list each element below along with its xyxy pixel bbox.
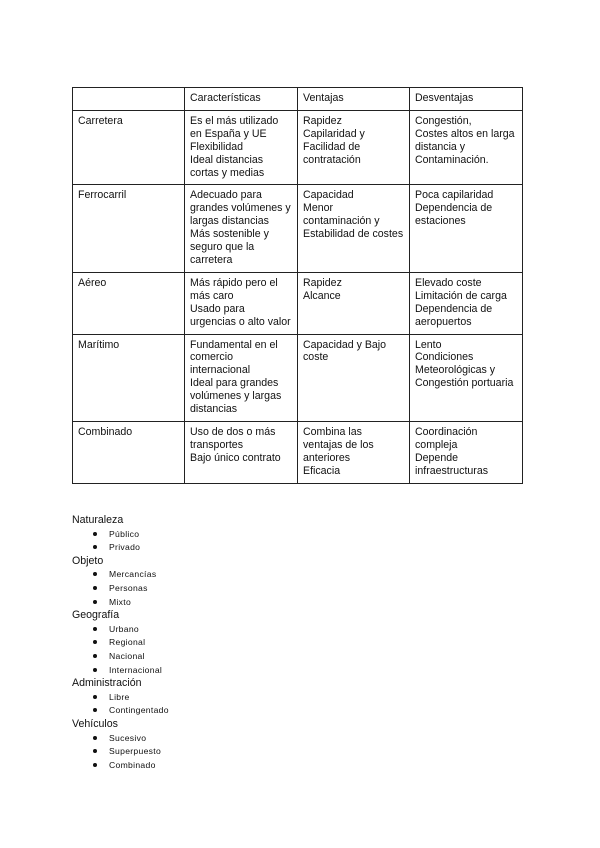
cell-line: Limitación de carga	[415, 289, 507, 302]
list-item	[72, 704, 169, 718]
cell-line: Ideal distancias cortas y medias	[190, 153, 266, 179]
list-item-label: Contingentado	[109, 705, 169, 716]
table-row	[73, 334, 523, 421]
cell-line: Coordinación compleja	[415, 425, 481, 451]
bullet-icon	[93, 668, 97, 672]
cell-line: Es el más utilizado en España y UE	[190, 114, 282, 140]
bullet-icon	[93, 640, 97, 644]
header-cell-desventajas: Desventajas	[410, 88, 523, 111]
list-item	[72, 623, 169, 637]
category-title: Vehículos	[72, 717, 118, 730]
cell-line: Lento	[415, 338, 442, 351]
transport-mode-cell: Ferrocarril	[73, 185, 185, 272]
cell-line: Capacidad y Bajo coste	[303, 338, 389, 364]
category-title: Objeto	[72, 554, 104, 567]
category-items	[72, 691, 169, 718]
list-item	[72, 541, 169, 555]
transport-comparison-table	[72, 87, 523, 484]
cell-line: Bajo único contrato	[190, 451, 281, 464]
header-cell-caracteristicas: Características	[185, 88, 298, 111]
list-item-label: Libre	[109, 691, 130, 702]
list-item-label: Urbano	[109, 623, 139, 634]
list-item	[72, 528, 169, 542]
bullet-icon	[93, 572, 97, 576]
list-item-label: Regional	[109, 637, 146, 648]
transport-mode-cell: Carretera	[73, 110, 185, 185]
list-item	[72, 745, 169, 759]
caracteristicas-cell	[185, 272, 298, 334]
header-cell-empty	[73, 88, 185, 111]
cell-line: Menor contaminación y Estabilidad de costes	[303, 202, 404, 241]
cell-line: Rapidez	[303, 276, 342, 289]
category-items	[72, 623, 169, 677]
caracteristicas-cell	[185, 334, 298, 421]
cell-line: Poca capilaridad	[415, 189, 494, 202]
cell-line: Flexibilidad	[190, 140, 243, 153]
list-item	[72, 596, 169, 610]
desventajas-cell	[410, 272, 523, 334]
cell-line: Más sostenible y seguro que la carretera	[190, 228, 272, 266]
list-item	[72, 636, 169, 650]
bullet-icon	[93, 627, 97, 631]
cell-line: Eficacia	[303, 464, 341, 477]
cell-line: Adecuado para grandes volúmenes y largas distancias	[190, 189, 294, 228]
bullet-icon	[93, 695, 97, 699]
ventajas-cell	[298, 185, 410, 272]
bullet-icon	[93, 749, 97, 753]
cell-line: Congestión,	[415, 114, 472, 127]
bullet-icon	[93, 654, 97, 658]
list-item-label: Público	[109, 528, 140, 539]
cell-line: Capilaridad y Facilidad de contratación	[303, 127, 368, 166]
table-header-row	[73, 88, 523, 111]
cell-line: Ideal para grandes volúmenes y largas distancias	[190, 377, 285, 416]
category-items	[72, 568, 169, 609]
table-row	[73, 185, 523, 272]
list-item-label: Privado	[109, 542, 141, 553]
ventajas-cell	[298, 110, 410, 185]
bullet-icon	[93, 600, 97, 604]
list-item-label: Combinado	[109, 759, 156, 770]
bullet-icon	[93, 708, 97, 712]
category-items	[72, 732, 169, 773]
ventajas-cell	[298, 272, 410, 334]
list-item	[72, 582, 169, 596]
list-item-label: Internacional	[109, 664, 163, 675]
list-item	[72, 691, 169, 705]
cell-line: Dependencia de aeropuertos	[415, 302, 496, 328]
cell-line: Más rápido pero el más caro	[190, 276, 281, 302]
list-item	[72, 650, 169, 664]
caracteristicas-cell	[185, 110, 298, 185]
bullet-icon	[93, 545, 97, 549]
list-item-label: Nacional	[109, 650, 145, 661]
ventajas-cell	[298, 421, 410, 483]
cell-line: Uso de dos o más transportes	[190, 425, 279, 451]
cell-line: Costes altos en larga distancia y Contaminación.	[415, 127, 518, 166]
category-title: Administración	[72, 677, 142, 690]
table-row	[73, 272, 523, 334]
cell-line: Capacidad	[303, 189, 354, 202]
list-item-label: Mixto	[109, 596, 132, 607]
cell-line: Condiciones Meteorológicas y Congestión portuaria	[415, 351, 514, 390]
category-items	[72, 528, 169, 555]
desventajas-cell	[410, 110, 523, 185]
bullet-icon	[93, 736, 97, 740]
cell-line: Depende infraestructuras	[415, 451, 489, 477]
cell-line: Combina las ventajas de los anteriores	[303, 425, 377, 464]
bullet-icon	[93, 586, 97, 590]
classification-list	[72, 514, 169, 772]
cell-line: Fundamental en el comercio internacional	[190, 338, 281, 377]
category-title: Geografía	[72, 609, 120, 622]
header-cell-ventajas: Ventajas	[298, 88, 410, 111]
transport-mode-cell: Marítimo	[73, 334, 185, 421]
list-item	[72, 568, 169, 582]
cell-line: Dependencia de estaciones	[415, 202, 496, 228]
list-item-label: Superpuesto	[109, 746, 162, 757]
cell-line: Usado para urgencias o alto valor	[190, 302, 291, 328]
list-item	[72, 664, 169, 678]
caracteristicas-cell	[185, 185, 298, 272]
transport-mode-cell: Aéreo	[73, 272, 185, 334]
bullet-icon	[93, 532, 97, 536]
list-item	[72, 759, 169, 773]
desventajas-cell	[410, 334, 523, 421]
desventajas-cell	[410, 421, 523, 483]
bullet-icon	[93, 763, 97, 767]
table-body	[73, 88, 523, 484]
list-item	[72, 732, 169, 746]
cell-line: Alcance	[303, 289, 341, 302]
table-row	[73, 421, 523, 483]
table-row	[73, 110, 523, 185]
category-title: Naturaleza	[72, 514, 124, 526]
ventajas-cell	[298, 334, 410, 421]
list-item-label: Mercancías	[109, 569, 157, 580]
cell-line: Rapidez	[303, 114, 342, 127]
caracteristicas-cell	[185, 421, 298, 483]
list-item-label: Sucesivo	[109, 732, 147, 743]
cell-line: Elevado coste	[415, 276, 482, 289]
desventajas-cell	[410, 185, 523, 272]
list-item-label: Personas	[109, 582, 148, 593]
transport-mode-cell: Combinado	[73, 421, 185, 483]
